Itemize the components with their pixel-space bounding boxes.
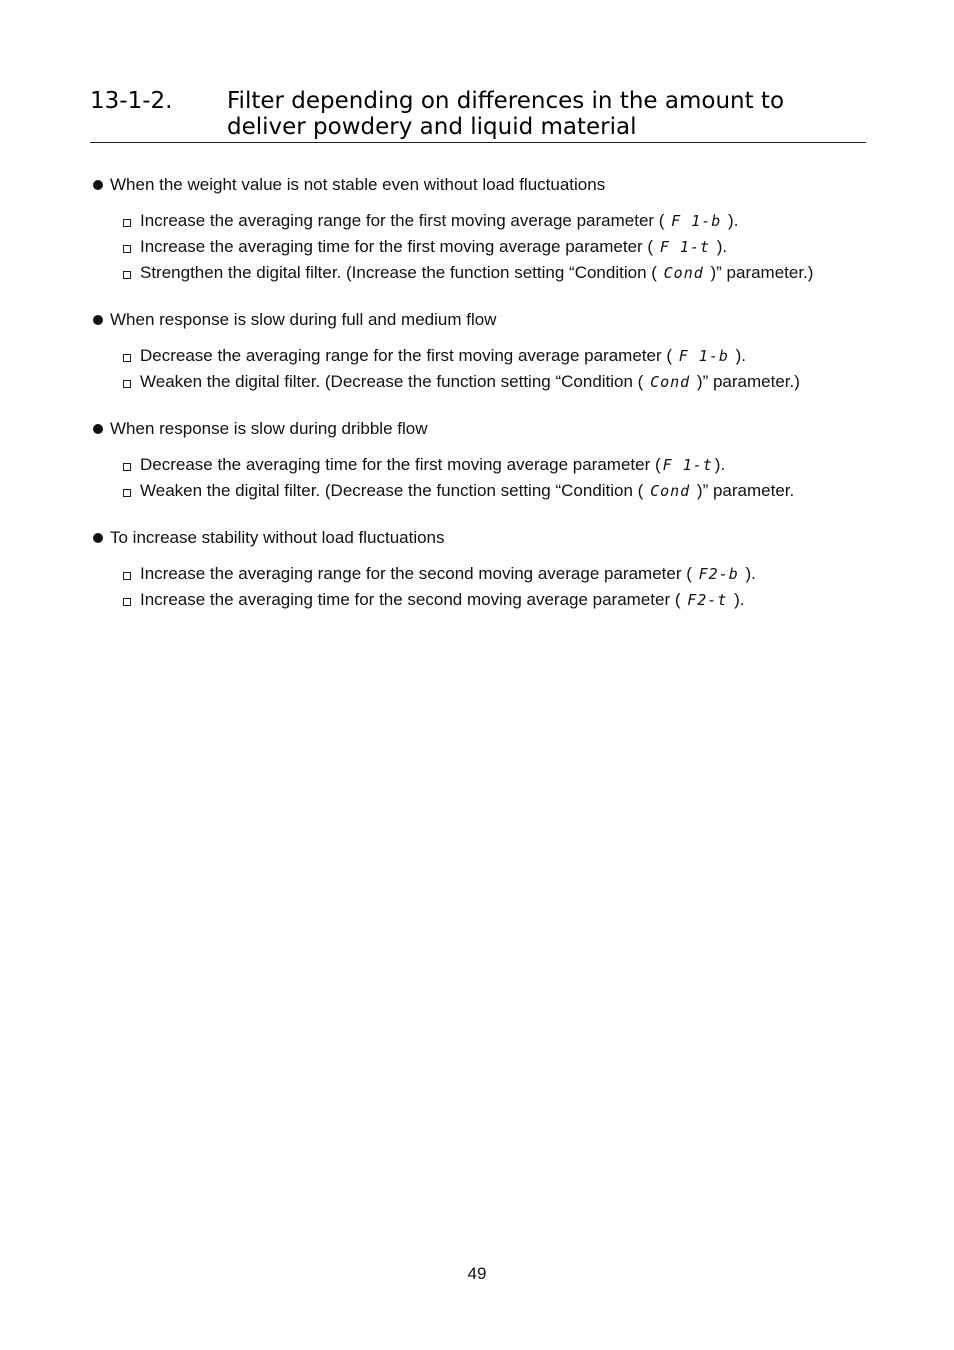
page-number: 49 xyxy=(467,1264,487,1283)
section-4 xyxy=(92,527,892,613)
parameter-code: F 1-b xyxy=(671,212,722,230)
list-item: Strengthen the digital filter. (Increase the function setting “Condition ( Cond )” parameter.) xyxy=(92,260,892,286)
list-item: Decrease the averaging range for the first moving average parameter ( F 1-b ). xyxy=(92,343,892,369)
square-bullet-icon xyxy=(123,572,131,580)
list-item: Weaken the digital filter. (Decrease the function setting “Condition ( Cond )” parameter. xyxy=(92,478,892,504)
square-bullet-icon xyxy=(123,219,131,227)
section-1 xyxy=(92,174,892,286)
parameter-code: Cond xyxy=(663,264,704,282)
parameter-code: F2-b xyxy=(698,565,739,583)
bullet-heading: When response is slow during dribble flow xyxy=(92,418,892,440)
list-item: Increase the averaging range for the first moving average parameter ( F 1-b ). xyxy=(92,208,892,234)
bullet-dot-icon xyxy=(93,315,103,325)
parameter-code: Cond xyxy=(650,373,691,391)
section-title-line-2: deliver powdery and liquid material xyxy=(227,114,637,140)
list-item: Increase the averaging range for the second moving average parameter ( F2-b ). xyxy=(92,561,892,587)
square-bullet-icon xyxy=(123,598,131,606)
parameter-code: F 1-t xyxy=(662,456,713,474)
square-bullet-icon xyxy=(123,271,131,279)
section-number: 13-1-2. xyxy=(90,88,173,114)
section-2 xyxy=(92,309,892,395)
square-bullet-icon xyxy=(123,489,131,497)
bullet-dot-icon xyxy=(93,180,103,190)
bullet-heading: When the weight value is not stable even without load fluctuations xyxy=(92,174,892,196)
bullet-heading: When response is slow during full and medium flow xyxy=(92,309,892,331)
list-item: Decrease the averaging time for the first moving average parameter ( F 1-t ). xyxy=(92,452,892,478)
section-3 xyxy=(92,418,892,504)
bullet-dot-icon xyxy=(93,424,103,434)
bullet-heading: To increase stability without load fluctuations xyxy=(92,527,892,549)
parameter-code: F2-t xyxy=(687,591,728,609)
section-heading xyxy=(90,88,866,143)
square-bullet-icon xyxy=(123,354,131,362)
parameter-code: F 1-b xyxy=(678,347,729,365)
section-title-line-1: Filter depending on differences in the amount to xyxy=(227,88,785,114)
content xyxy=(92,174,892,636)
list-item: Increase the averaging time for the second moving average parameter ( F2-t ). xyxy=(92,587,892,613)
square-bullet-icon xyxy=(123,380,131,388)
square-bullet-icon xyxy=(123,463,131,471)
bullet-dot-icon xyxy=(93,533,103,543)
parameter-code: F 1-t xyxy=(659,238,710,256)
list-item: Weaken the digital filter. (Decrease the function setting “Condition ( Cond )” parameter.) xyxy=(92,369,892,395)
parameter-code: Cond xyxy=(650,482,691,500)
list-item: Increase the averaging time for the first moving average parameter ( F 1-t ). xyxy=(92,234,892,260)
square-bullet-icon xyxy=(123,245,131,253)
